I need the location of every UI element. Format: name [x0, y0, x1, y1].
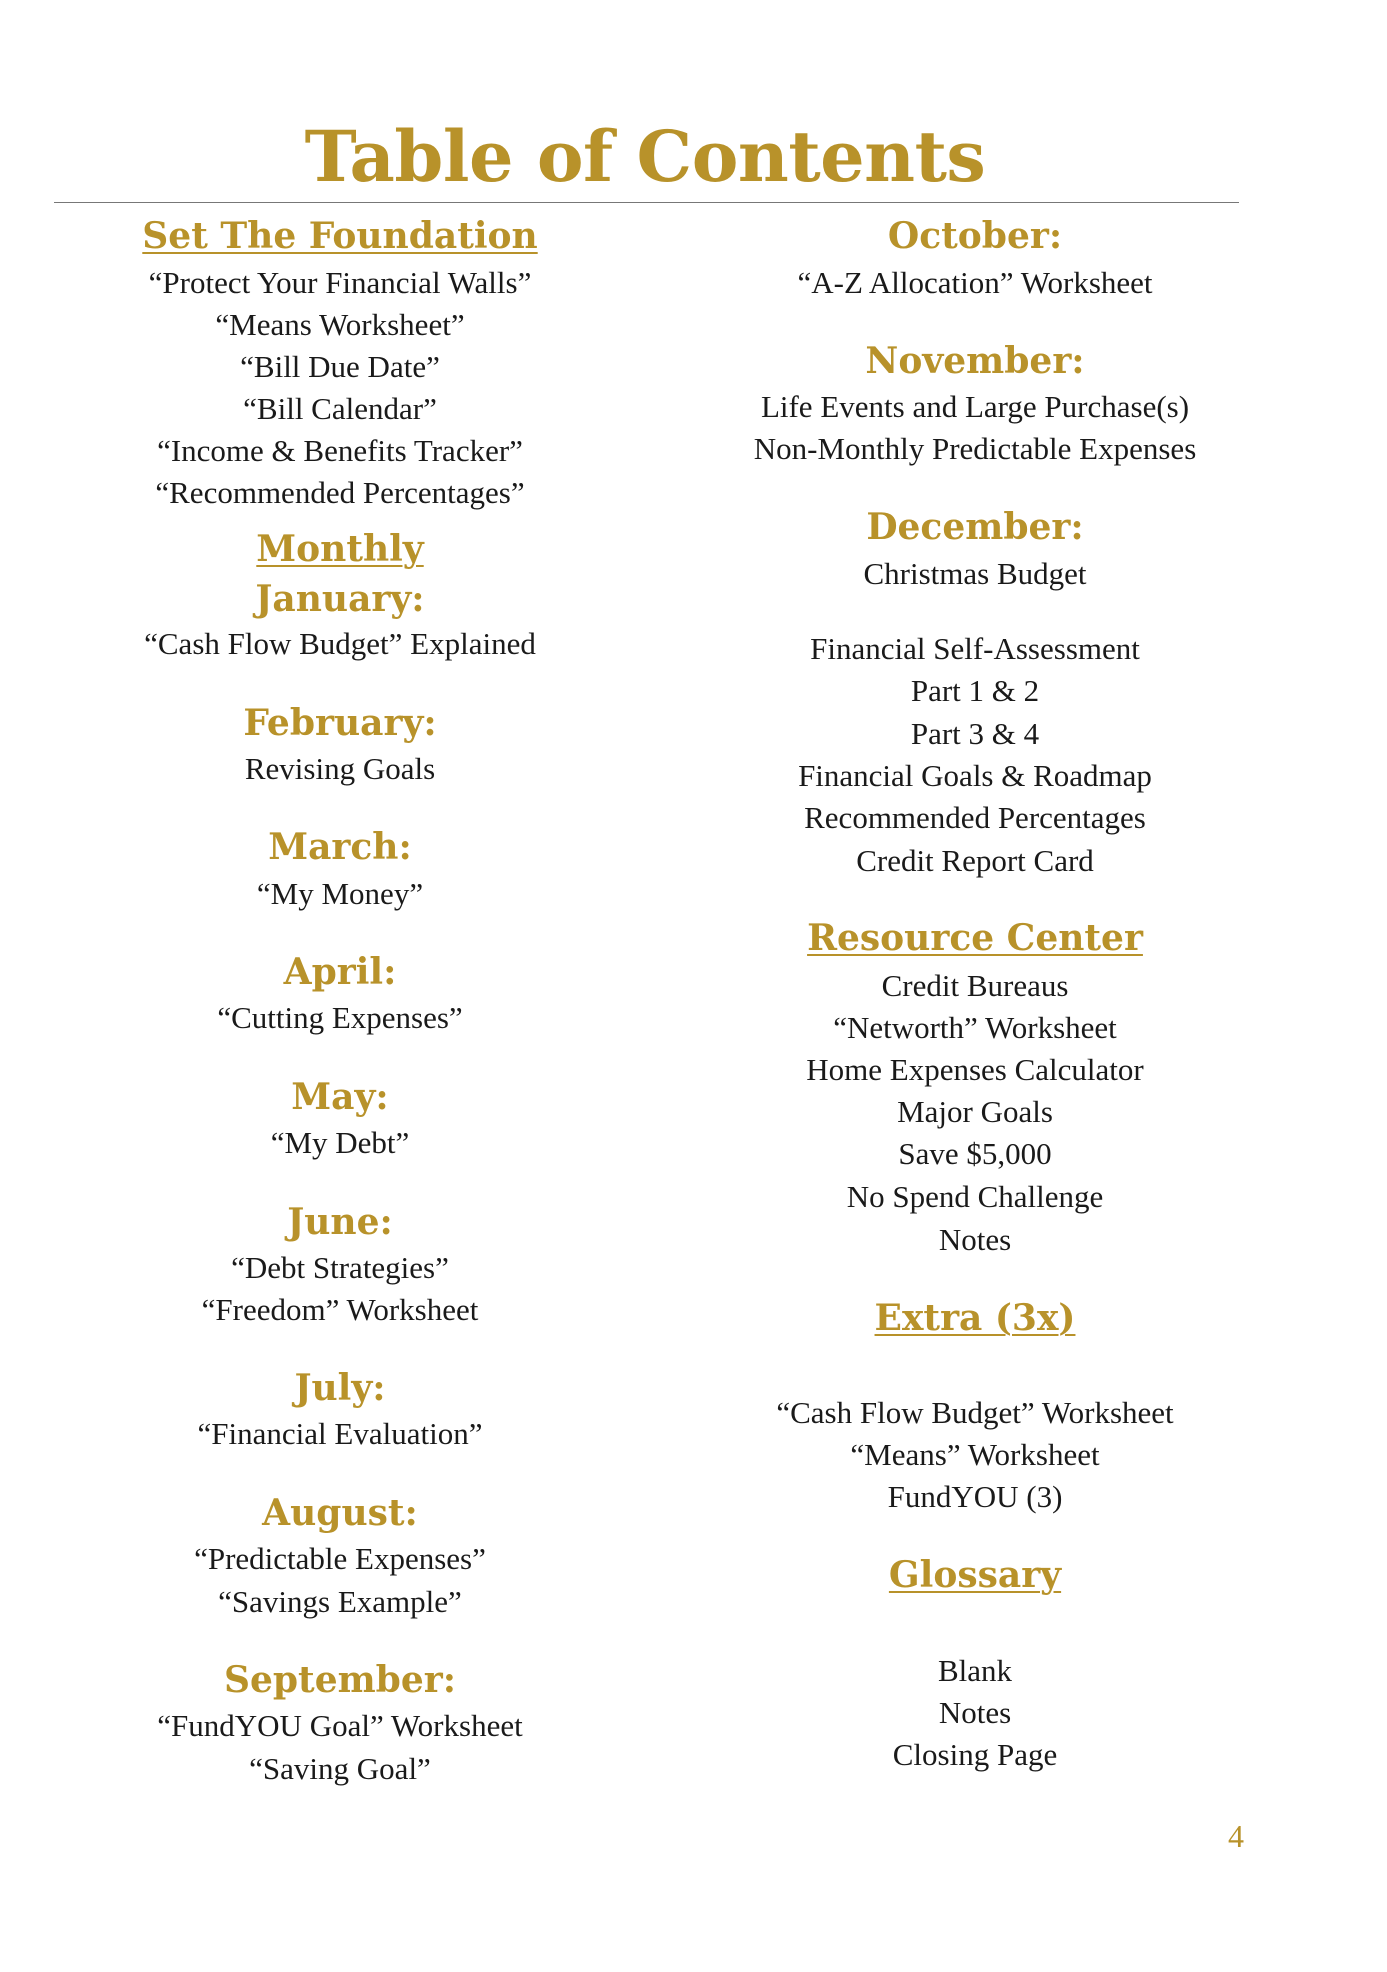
toc-entry[interactable]: “Financial Evaluation” — [197, 1416, 483, 1451]
toc-entry[interactable]: “Recommended Percentages” — [155, 475, 525, 510]
month-heading-june: June: — [287, 1201, 393, 1243]
toc-entry[interactable]: Blank — [937, 1653, 1013, 1688]
toc-entry[interactable]: Save $5,000 — [898, 1136, 1052, 1171]
toc-entry[interactable]: “Networth” Worksheet — [833, 1010, 1117, 1045]
page-title: Table of Contents — [304, 115, 986, 198]
toc-entry[interactable]: Part 1 & 2 — [910, 673, 1040, 708]
toc-entry[interactable]: “Saving Goal” — [249, 1751, 431, 1786]
month-heading-september: September: — [223, 1659, 457, 1701]
toc-entry[interactable]: Revising Goals — [244, 751, 436, 786]
toc-entry[interactable]: “Savings Example” — [218, 1584, 462, 1619]
toc-entry[interactable]: “Freedom” Worksheet — [201, 1292, 479, 1327]
toc-entry[interactable]: “Bill Calendar” — [243, 391, 437, 426]
month-heading-august: August: — [262, 1492, 418, 1534]
section-heading-glossary[interactable]: Glossary — [888, 1554, 1062, 1596]
month-heading-may: May: — [291, 1076, 389, 1118]
toc-entry[interactable]: Financial Self-Assessment — [810, 631, 1140, 666]
toc-entry[interactable]: “FundYOU Goal” Worksheet — [157, 1708, 523, 1743]
section-heading-resource-center[interactable]: Resource Center — [807, 917, 1143, 959]
toc-entry[interactable]: Closing Page — [892, 1737, 1058, 1772]
toc-entry[interactable]: Part 3 & 4 — [910, 716, 1040, 751]
toc-entry[interactable]: FundYOU (3) — [887, 1479, 1063, 1514]
toc-entry[interactable]: “Cash Flow Budget” Explained — [144, 626, 536, 661]
toc-entry[interactable]: Recommended Percentages — [804, 800, 1146, 835]
toc-entry[interactable]: Life Events and Large Purchase(s) — [760, 389, 1190, 424]
toc-entry[interactable]: “Predictable Expenses” — [194, 1541, 486, 1576]
page-number: 4 — [1228, 1818, 1244, 1854]
toc-entry[interactable]: Credit Bureaus — [881, 968, 1069, 1003]
section-heading-set-the-foundation[interactable]: Set The Foundation — [142, 215, 538, 257]
toc-entry[interactable]: Credit Report Card — [856, 843, 1094, 878]
month-heading-january: January: — [255, 578, 425, 620]
section-heading-monthly[interactable]: Monthly — [256, 528, 424, 570]
toc-entry[interactable]: “A-Z Allocation” Worksheet — [797, 265, 1153, 300]
toc-entry[interactable]: “Cutting Expenses” — [217, 1000, 463, 1035]
toc-entry[interactable]: No Spend Challenge — [846, 1179, 1104, 1214]
toc-entry[interactable]: “Cash Flow Budget” Worksheet — [776, 1395, 1174, 1430]
toc-entry[interactable]: “Bill Due Date” — [240, 349, 440, 384]
toc-entry[interactable]: “Income & Benefits Tracker” — [157, 433, 523, 468]
toc-entry[interactable]: Notes — [938, 1695, 1012, 1730]
month-heading-october: October: — [887, 215, 1063, 257]
toc-entry[interactable]: “Debt Strategies” — [231, 1250, 449, 1285]
toc-entry[interactable]: “Protect Your Financial Walls” — [148, 265, 532, 300]
section-heading-extra[interactable]: Extra (3x) — [874, 1297, 1076, 1339]
toc-entry[interactable]: Notes — [938, 1222, 1012, 1257]
month-heading-march: March: — [268, 826, 412, 868]
toc-entry[interactable]: “My Debt” — [270, 1125, 410, 1160]
month-heading-february: February: — [243, 702, 437, 744]
toc-entry[interactable]: “My Money” — [256, 876, 424, 911]
toc-entry[interactable]: Major Goals — [897, 1094, 1053, 1129]
toc-entry[interactable]: “Means Worksheet” — [215, 307, 465, 342]
toc-entry[interactable]: Financial Goals & Roadmap — [798, 758, 1152, 793]
month-heading-december: December: — [866, 506, 1084, 548]
month-heading-july: July: — [294, 1367, 386, 1409]
toc-entry[interactable]: Home Expenses Calculator — [806, 1052, 1144, 1087]
month-heading-april: April: — [283, 951, 397, 993]
toc-entry[interactable]: “Means” Worksheet — [850, 1437, 1100, 1472]
toc-entry[interactable]: Christmas Budget — [863, 556, 1087, 591]
month-heading-november: November: — [865, 340, 1085, 382]
toc-entry[interactable]: Non-Monthly Predictable Expenses — [753, 431, 1197, 466]
